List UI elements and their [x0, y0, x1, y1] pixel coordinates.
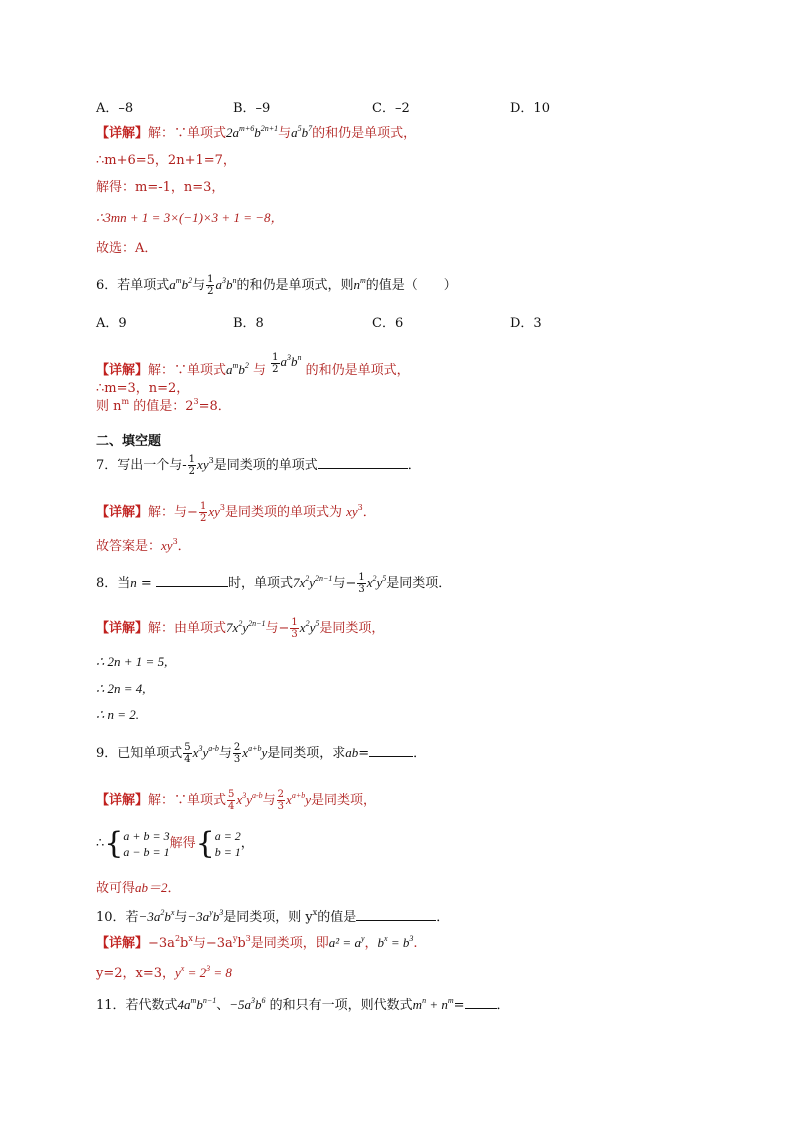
- q7-solution-line2: 故答案是：$xy^3$．: [96, 537, 191, 554]
- q6-option-a: A．9: [96, 316, 127, 331]
- question-8: 8．当n = 时，单项式$7x^2y^{2n-1}$与− $\frac{1}{3}$ $x^2y^5$是同类项．: [96, 572, 452, 595]
- text: ∵单项式: [174, 126, 227, 141]
- q9-solution-line3: 故可得ab＝2．: [96, 880, 181, 896]
- section-heading-fill-in: 二、填空题: [96, 434, 162, 449]
- q5-solution-line4: ∴3mn + 1 = 3×(−1)×3 + 1 = −8，: [96, 210, 284, 225]
- text: 与: [278, 126, 292, 141]
- q6-solution-line3: 则 $n^m$ 的值是：$2^3=8$．: [96, 397, 231, 414]
- q5-option-d: D．10: [510, 101, 550, 116]
- answer-blank[interactable]: [318, 455, 408, 469]
- text: 的和仍是单项式，: [312, 126, 417, 141]
- q5-option-b: B．–9: [233, 101, 271, 116]
- answer-blank[interactable]: [156, 573, 228, 587]
- q5-option-c: C．–2: [372, 101, 410, 116]
- question-6: 6．若单项式$a^mb^2$与 $\frac{1}{2}$ $a^3b^n$的和仍是单项式，则$n^m$的值是（ ）: [96, 274, 457, 297]
- q8-solution-line1: 【详解】解：由单项式$7x^2y^{2n-1}$与− $\frac{1}{3}$ $x^2y^5$是同类项，: [96, 617, 385, 640]
- q6-solution-line1: 【详解】解：∵单项式$a^mb^2$ 与 $\frac{1}{2}$ $a^3b^n$ 的和仍是单项式，: [96, 352, 410, 378]
- q5-solution-line3: 解得：m=-1，n=3，: [96, 180, 225, 195]
- q10-solution-line2: y=2，x=3，$y^x = 2^3 = 8$: [96, 964, 232, 981]
- answer-blank[interactable]: [465, 995, 497, 1009]
- answer-blank[interactable]: [356, 907, 436, 921]
- q10-solution-line1: 【详解】$-3a^2b^x$与$-3a^yb^3$是同类项，即$a^2 = a^y$，$b^x = b^3$.: [96, 934, 418, 951]
- q8-solution-line4: ∴ n = 2.: [96, 707, 140, 722]
- q5-solution-line1: [96, 124, 416, 143]
- q5-solution-line2: ∴m+6=5，2n+1=7，: [96, 153, 236, 168]
- answer-blank[interactable]: [369, 743, 413, 757]
- q8-solution-line2: ∴ 2n + 1 = 5,: [96, 654, 168, 669]
- jie-label: 解：: [148, 126, 175, 141]
- question-7: 7．写出一个与- $\frac{1}{2}$ $xy^3$是同类项的单项式 ．: [96, 454, 421, 477]
- question-11: 11．若代数式$4a^mb^{n-1}$、$-5a^3b^6$ 的和只有一项，则代数式$m^n + n^m=$ ．: [96, 996, 510, 1013]
- q5-solution-line5: 故选：A．: [96, 241, 158, 256]
- q9-solution-line1: 【详解】解：∵单项式 $\frac{5}{4}$ $x^3y^{a-b}$与 $\frac{2}{3}$ $x^{a+b}y$是同类项，: [96, 789, 377, 812]
- detail-tag: 【详解】: [96, 126, 149, 141]
- q9-solution-system: ∴{ a + b = 3 a − b = 1 解得{ a = 2 b = 1 ，: [96, 826, 254, 861]
- fraction: $\frac{1}{2}$: [207, 274, 214, 297]
- math: $2a^{m+6}b^{2n+1}$: [226, 124, 279, 140]
- q6-option-c: C．6: [372, 316, 404, 331]
- question-9: 9．已知单项式 $\frac{5}{4}$ $x^3y^{a-b}$与 $\frac{2}{3}$ $x^{a+b}y$是同类项，求ab= ．: [96, 742, 427, 765]
- q6-solution-line2: ∴m=3，n=2，: [96, 381, 190, 396]
- question-10: 10．若$-3a^2b^x$与$-3a^yb^3$是同类项，则 $y^x$的值是 ．: [96, 908, 450, 925]
- q6-option-d: D．3: [510, 316, 542, 331]
- q5-option-a: A．–8: [96, 101, 134, 116]
- q8-solution-line3: ∴ 2n = 4,: [96, 681, 146, 696]
- math: $a^5b^7$: [291, 124, 313, 140]
- q7-solution-line1: 【详解】解：与− $\frac{1}{2}$ $xy^3$是同类项的单项式为 $xy^3$．: [96, 501, 376, 524]
- q6-option-b: B．8: [233, 316, 264, 331]
